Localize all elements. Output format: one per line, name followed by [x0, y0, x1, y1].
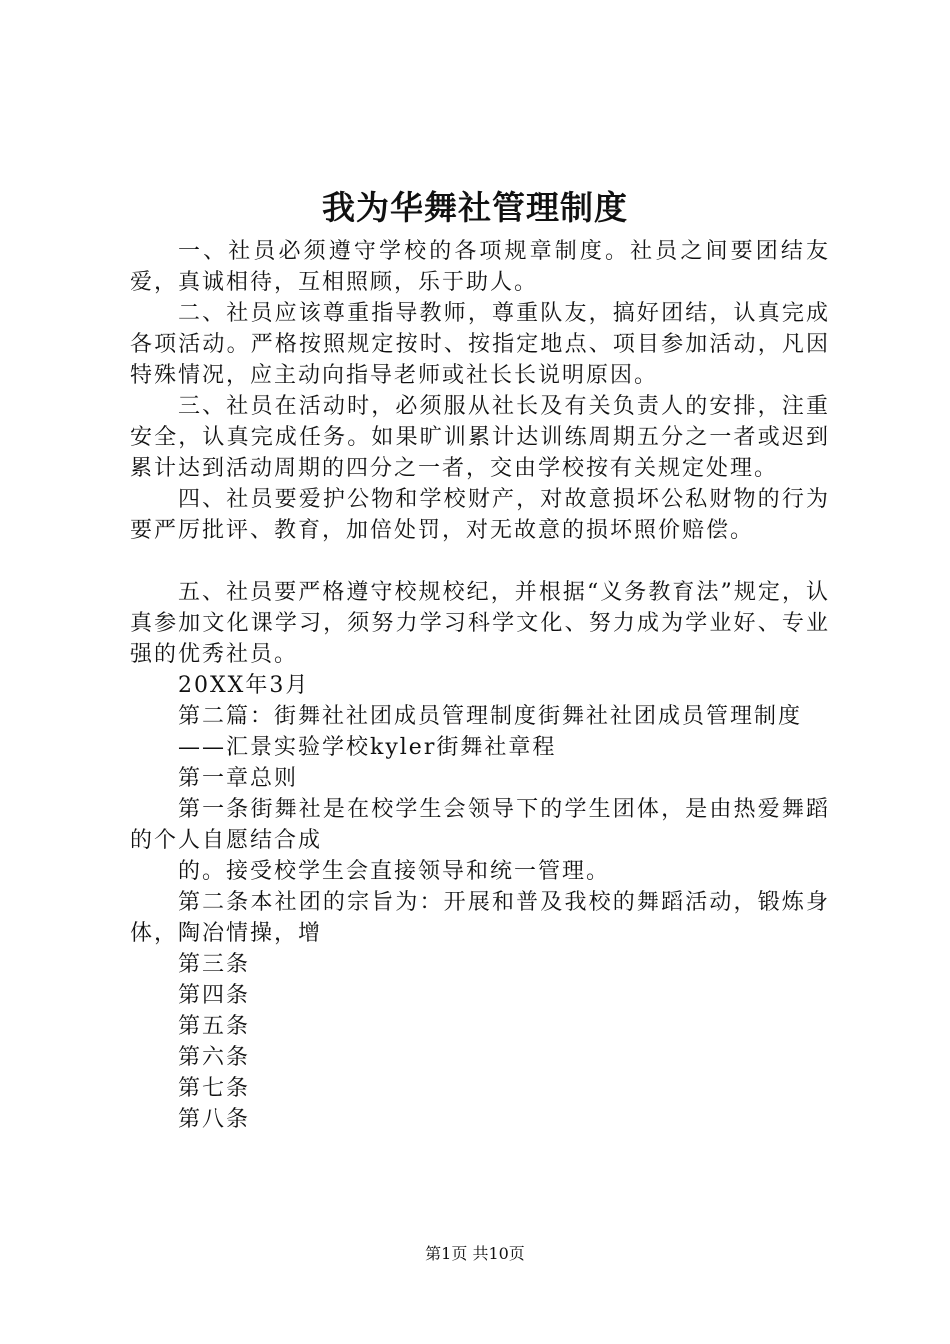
chapter-heading: 第一章总则 — [178, 766, 299, 791]
article-6: 第六条 — [178, 1045, 251, 1070]
article-1-part-a: 第一条街舞社是在校学生会领导下的学生团体，是由热爱舞蹈的个人自愿结合成 — [130, 797, 830, 853]
document-body — [130, 236, 830, 1135]
article-2: 第二条本社团的宗旨为：开展和普及我校的舞蹈活动，锻炼身体，陶冶情操，增 — [130, 890, 830, 946]
paragraph-3: 三、社员在活动时，必须服从社长及有关负责人的安排，注重安全，认真完成任务。如果旷训累计达训练周期五分之一者或迟到累计达到活动周期的四分之一者，交由学校按有关规定处理。 — [130, 394, 830, 481]
article-4: 第四条 — [178, 983, 251, 1008]
article-8: 第八条 — [178, 1107, 251, 1132]
article-3: 第三条 — [178, 952, 251, 977]
article-1-part-b: 的。接受校学生会直接领导和统一管理。 — [178, 859, 611, 884]
document-title: 我为华舞社管理制度 — [322, 188, 628, 227]
date-line: 20XX年3月 — [178, 673, 310, 698]
paragraph-1: 一、社员必须遵守学校的各项规章制度。社员之间要团结友爱，真诚相待，互相照顾，乐于助人。 — [130, 239, 830, 295]
subtitle: ——汇景实验学校kyler街舞社章程 — [178, 735, 557, 760]
article-7: 第七条 — [178, 1076, 251, 1101]
paragraph-5: 五、社员要严格遵守校规校纪，并根据“义务教育法”规定，认真参加文化课学习，须努力学习科学文化、努力成为学业好、专业强的优秀社员。 — [130, 580, 830, 667]
paragraph-2: 二、社员应该尊重指导教师，尊重队友，搞好团结，认真完成各项活动。严格按照规定按时、按指定地点、项目参加活动，凡因特殊情况，应主动向指导老师或社长长说明原因。 — [130, 301, 830, 388]
page-footer: 第1页 共10页 — [425, 1244, 525, 1263]
article-5: 第五条 — [178, 1014, 251, 1039]
paragraph-4: 四、社员要爱护公物和学校财产，对故意损坏公私财物的行为要严厉批评、教育，加倍处罚，对无故意的损坏照价赔偿。 — [130, 487, 830, 543]
second-title: 第二篇：街舞社社团成员管理制度街舞社社团成员管理制度 — [178, 704, 803, 729]
